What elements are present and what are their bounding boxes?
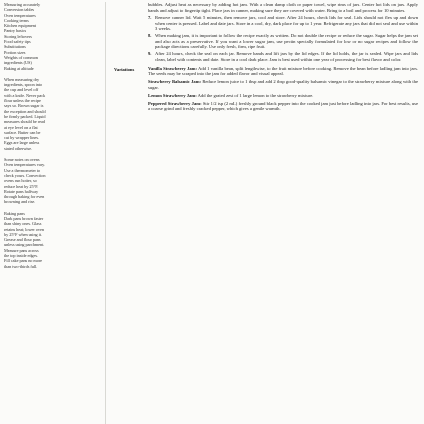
sidebar-line: check yours. Convection: [4, 172, 46, 178]
variation-item: [148, 101, 418, 112]
sidebar-line: Pantry basics: [4, 28, 27, 34]
sidebar-block: [4, 211, 99, 269]
sidebar-line: Rotate pans halfway: [4, 188, 39, 194]
sidebar-line: Food safety tips: [4, 39, 31, 45]
sidebar-line: retains heat; lower oven: [4, 226, 44, 232]
variation-text: Reduce lemon juice to 1 tbsp and add 2 tbsp good-quality balsamic vinegar to the strawberry mixture along with the sugar.: [148, 79, 418, 90]
variation-title: Vanilla Strawberry Jam:: [148, 65, 198, 71]
sidebar-block: [4, 77, 99, 151]
step-number: 7.: [148, 15, 152, 20]
recipe-column: [106, 2, 418, 424]
step-text: When making jam, it is important to follow the recipe exactly as written. Do not double the recipe or reduce the sugar. Sugar helps the jam set and also acts as a preservative. If you want a lower sugar jam, use pectin specially formulated for low or no sugar recipes and follow the package directions carefully. Use only fresh, firm, ripe fruit.: [155, 33, 418, 49]
sidebar-line: Grease and flour pans: [4, 237, 41, 243]
sidebar-line: the exception and should: [4, 108, 46, 114]
sidebar-line: Kitchen equipment: [4, 23, 36, 29]
sidebar-line: Weights of common: [4, 54, 38, 60]
sidebar-line: Portion sizes: [4, 49, 26, 55]
sidebar-line: than two-thirds full.: [4, 263, 38, 269]
sidebar-line: Baking at altitude: [4, 65, 34, 71]
sidebar-line: ovens run hotter, so: [4, 178, 37, 184]
variations-section: [114, 66, 418, 115]
sidebar-block: [4, 2, 99, 71]
step-item: [148, 33, 418, 50]
step-number: 8.: [148, 33, 152, 38]
variations-heading: Variations: [114, 66, 135, 72]
variation-item: [148, 93, 418, 99]
sidebar-line: Fill cake pans no more: [4, 258, 43, 264]
sidebar-line: Measuring accurately: [4, 2, 41, 7]
sidebar-line: browning and rise.: [4, 199, 36, 205]
sidebar-line: Baking pans: [4, 210, 25, 216]
sidebar-line: ingredients, spoon into: [4, 82, 43, 88]
sidebar-line: Measure pans across: [4, 247, 39, 253]
intro-label: [114, 2, 148, 13]
sidebar-line: the cup and level off: [4, 87, 39, 93]
sidebar-line: Eggs are large unless: [4, 140, 40, 146]
step-text: Remove canner lid. Wait 5 minutes, then remove jars, cool and store. After 24 hours, check lids for seal. Lids should not flex up and down when center is pressed. Label and date jars. Store in a cool, dry, dark place for up to 1 year. Refrigerate any jars that did not seal and use within 3 weeks.: [155, 15, 418, 31]
sidebar-line: Storing leftovers: [4, 33, 32, 39]
sidebar-line: reduce heat by 25°F.: [4, 183, 39, 189]
steps-section: [114, 15, 418, 64]
sidebar-notes: [4, 2, 106, 424]
variation-title: Lemon Strawberry Jam:: [148, 92, 197, 98]
sidebar-line: Oven temperatures vary.: [4, 162, 45, 168]
sidebar-line: unless using parchment.: [4, 242, 45, 248]
sidebar-line: be firmly packed. Liquid: [4, 113, 46, 119]
sidebar-line: Substitutions: [4, 44, 26, 50]
sidebar-line: Conversion tables: [4, 7, 35, 13]
step-item: [148, 51, 418, 62]
sidebar-line: at eye level on a flat: [4, 124, 38, 130]
sidebar-line: stated otherwise.: [4, 145, 33, 151]
variation-text: Add 1 vanilla bean, split lengthwise, to the fruit mixture before cooking. Remove the bean before ladling jam into jars. The seeds may be scraped into the jam for added flavor and visual appeal.: [148, 65, 418, 76]
sidebar-line: surface. Butter can be: [4, 129, 41, 135]
sidebar-line: by 25°F when using it.: [4, 231, 42, 237]
sidebar-line: Dark pans brown faster: [4, 215, 44, 221]
sidebar-line: measures should be read: [4, 119, 45, 125]
variation-item: [148, 79, 418, 90]
sidebar-line: says so. Brown sugar is: [4, 103, 44, 109]
variation-title: Peppered Strawberry Jam:: [148, 100, 202, 106]
sidebar-line: Oven temperatures: [4, 12, 36, 18]
sidebar-line: with a knife. Never pack: [4, 92, 46, 98]
variation-text: Add the grated zest of 1 large lemon to the strawberry mixture.: [197, 92, 314, 98]
sidebar-line: the top inside edges.: [4, 253, 39, 259]
step-text: After 24 hours, check the seal on each jar. Remove bands and lift jars by the lid edges. If the lid holds, the jar is sealed. Wipe jars and lids clean, label with contents and date. Store in a cool dark place. Jam is best used within one year of processing for best flavor and color.: [155, 51, 418, 62]
sidebar-line: cut by wrapper lines.: [4, 135, 39, 141]
sidebar-line: Use a thermometer to: [4, 167, 41, 173]
intro-section: [114, 2, 418, 13]
sidebar-line: through baking for even: [4, 194, 45, 200]
sidebar-line: When measuring dry: [4, 76, 40, 82]
sidebar-line: than shiny ones. Glass: [4, 221, 42, 227]
variation-title: Strawberry Balsamic Jam:: [148, 79, 202, 84]
variation-text: Stir 1/2 tsp (2 mL) freshly ground black pepper into the cooked jam just before ladling into jars. For best results, use a coarse grind and freshly cracked pepper, which gives a gentle warmth.: [148, 100, 418, 111]
sidebar-line: flour unless the recipe: [4, 98, 41, 104]
sidebar-line: ingredients (US): [4, 60, 32, 66]
intro-text: bubbles. Adjust heat as necessary by adding hot jam. With a clean damp cloth or paper towel, wipe rims of jars. Center hot lids on jars. Apply bands and adjust to fingertip tight. Place jars in canner, making sure they are covered with water. Bring to a boil and process for 10 minutes.: [148, 2, 418, 13]
sidebar-line: Cooking terms: [4, 17, 29, 23]
step-number: 9.: [148, 51, 152, 56]
variation-item: [148, 66, 418, 77]
sidebar-block: [4, 157, 99, 205]
step-item: [148, 15, 418, 32]
sidebar-line: Some notes on ovens: [4, 157, 40, 163]
steps-list: [148, 15, 418, 62]
